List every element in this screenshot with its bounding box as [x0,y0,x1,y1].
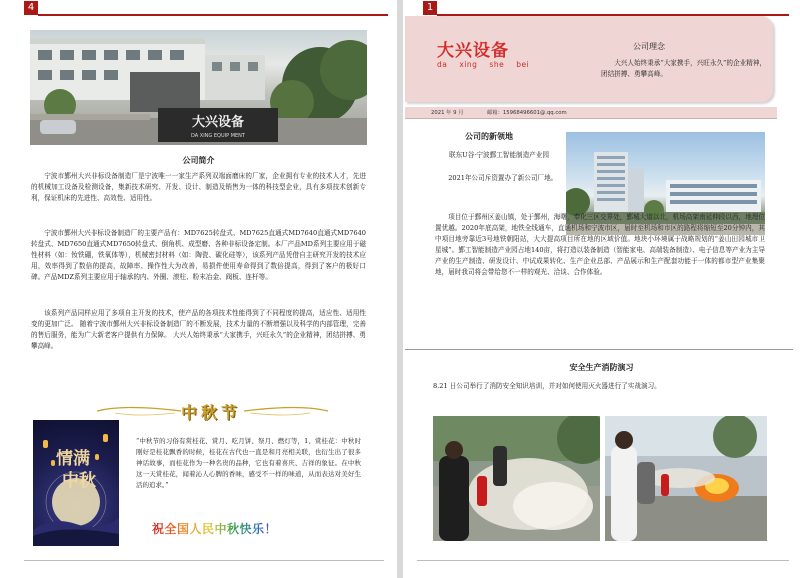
fire-drill-photo-1 [433,416,600,541]
fire-drill-photo-1-illustration [433,416,600,541]
poster-illustration [33,420,119,546]
festival-ornament-left [95,404,185,418]
logo-pinyin-4: bei [516,60,530,69]
factory-photo [30,30,367,145]
festival-poem: “中秋节的习俗有赏桂花、赏月、吃月饼、祭月、燃灯等，1、赏桂花：中秋时刚好是桂花飘香的时候，桂花在古代也一直是和月亮相关联，也衍生出了很多神话故事，而桂花作为一种名贵的品种，它也有着喜庆、吉祥的象征。在中秋这一天赏桂花，闻着沁人心脾的香味，感受不一样的味道，从而表达对美好生活的追求。” [136,437,361,489]
logo-pinyin-3: she [489,60,505,69]
sign-text-cn: 大兴设备 [191,115,245,130]
contact-email: 邮箱：15968496601@.qq.com [487,110,567,116]
issue-date: 2021 年 9 月 [431,110,464,116]
page-number: 4 [24,1,38,15]
header-rule [38,14,388,16]
new-site-title: 公司的新领地 [465,132,513,141]
festival-ornament-right [240,404,330,418]
left-page [0,0,397,578]
intro-paragraph-3: 该系列产品同样应用了多项自主开发的技术，使产品的各项技术性能得到了不同程度的提高，适应性、适用性变的更加广泛。 随着宁波市鄞州大兴非标设备制造厂的不断发展，技术力量的不断增强以及科学的内部管理，完善的售后服务，能为广大新老客户提供有力保障。 大兴人始终秉承“大家携手，兴旺永久”的企业精神，团结拼搏、勇攀高峰。 [31,309,366,351]
festival-title: 中秋节 [181,403,242,422]
new-site-description: 项目位于鄞州区姜山镇，处于鄞州，海曙，奉化三区交界处，鄞城大道以北，机场高架南延伸段以西，地理位置优越。2020年底高架，地铁全线通车，直通机场和宁波市区，届时至机场和市区的路程将缩短至20分钟内，其中项目地旁靠近3号地铁朝阳站，大大提高项目所在地的区域价值。地块小环境属于战略规划的“姜山田园城市卫星城”。鄞工智能制造产业园占地140亩，将打造以装备制造（智能家电、高端装备制造）、电子信息等产业为主导产业的生产制造、研发设计、中试成果转化、生产企业总部、产品展示和生产配套功能于一体的都市型产业集聚地，届时我司将会带给您不一样的观光、洽谈、合作体验。 [435,213,765,277]
new-site-line-1: 联东U谷·宁波鄞工智能制造产业园 [449,151,549,159]
intro-paragraph-1: 宁波市鄞州大兴非标设备制造厂是宁波唯一一家生产系列双端面磨床的厂家，企业拥有专业的技术人才，先进的机械加工设备及检测设备，集新技术研究、开发、设计、制造及销售为一体的科技型企业，具有多项技术创新专利，保证机床的先进性、高效性、适用性。 [31,172,366,203]
mid-autumn-poster [33,420,119,546]
right-page [403,0,800,578]
concept-text: 大兴人始终秉承“大家携手，兴旺永久”的企业精神，团结拼搏、勇攀高峰。 [601,59,766,78]
festival-wish: 祝全国人民中秋快乐！ [152,522,278,536]
poster-title-1: 情满 [56,449,90,469]
page-footer-rule [417,560,789,561]
logo-pinyin-1: da [437,60,448,69]
page-number-tab [0,1,397,15]
sign-text-en: DA XING EQUIP MENT [191,133,245,139]
page-footer-rule [24,560,384,561]
logo-text: 大兴设备 [437,41,509,61]
issue-info-bar [405,107,777,119]
intro-title: 公司简介 [182,156,215,165]
fire-drill-photo-2 [605,416,767,541]
page-number-tab [403,1,800,15]
section-divider [405,349,793,350]
poster-title-2: 中秋 [62,471,96,491]
intro-paragraph-2: 宁波市鄞州大兴非标设备制造厂的主要产品有：MD7625转盘式、MD7625直通式MD7640直通式MD7640转盘式、MD7650直通式MD7650转盘式、倒角机、成型磨、各种非标设备定制。本厂产品MD系列主要应用于磁性材料（如：钕铁硼，铁氧体等），机械密封材料（如：陶瓷、碳化硅等），该系列产品凭借自主研究开发的技术应用，效率得到了数倍的提高，故障率、操作性大为改善，易损件使用寿命得到了数倍提高，得到了客户的极好口碑。产品MDZ系列主要应用于轴承的内、外圈、滚柱、粉末冶金、阀板、连杆等。 [31,229,366,282]
page-number: 1 [423,1,437,15]
factory-photo-illustration [30,30,367,145]
fire-drill-photo-2-illustration [605,416,767,541]
logo-pinyin-2: xing [459,60,478,69]
logo-pinyin [437,60,541,69]
new-site-line-2: 2021年公司斥资置办了新公司厂地。 [448,174,558,182]
fire-drill-text: 8.21 日公司举行了消防安全知识培训，并对如何使用灭火器进行了实战演习。 [433,382,661,390]
concept-title: 公司理念 [633,42,665,51]
fire-drill-title: 安全生产消防演习 [569,363,634,372]
